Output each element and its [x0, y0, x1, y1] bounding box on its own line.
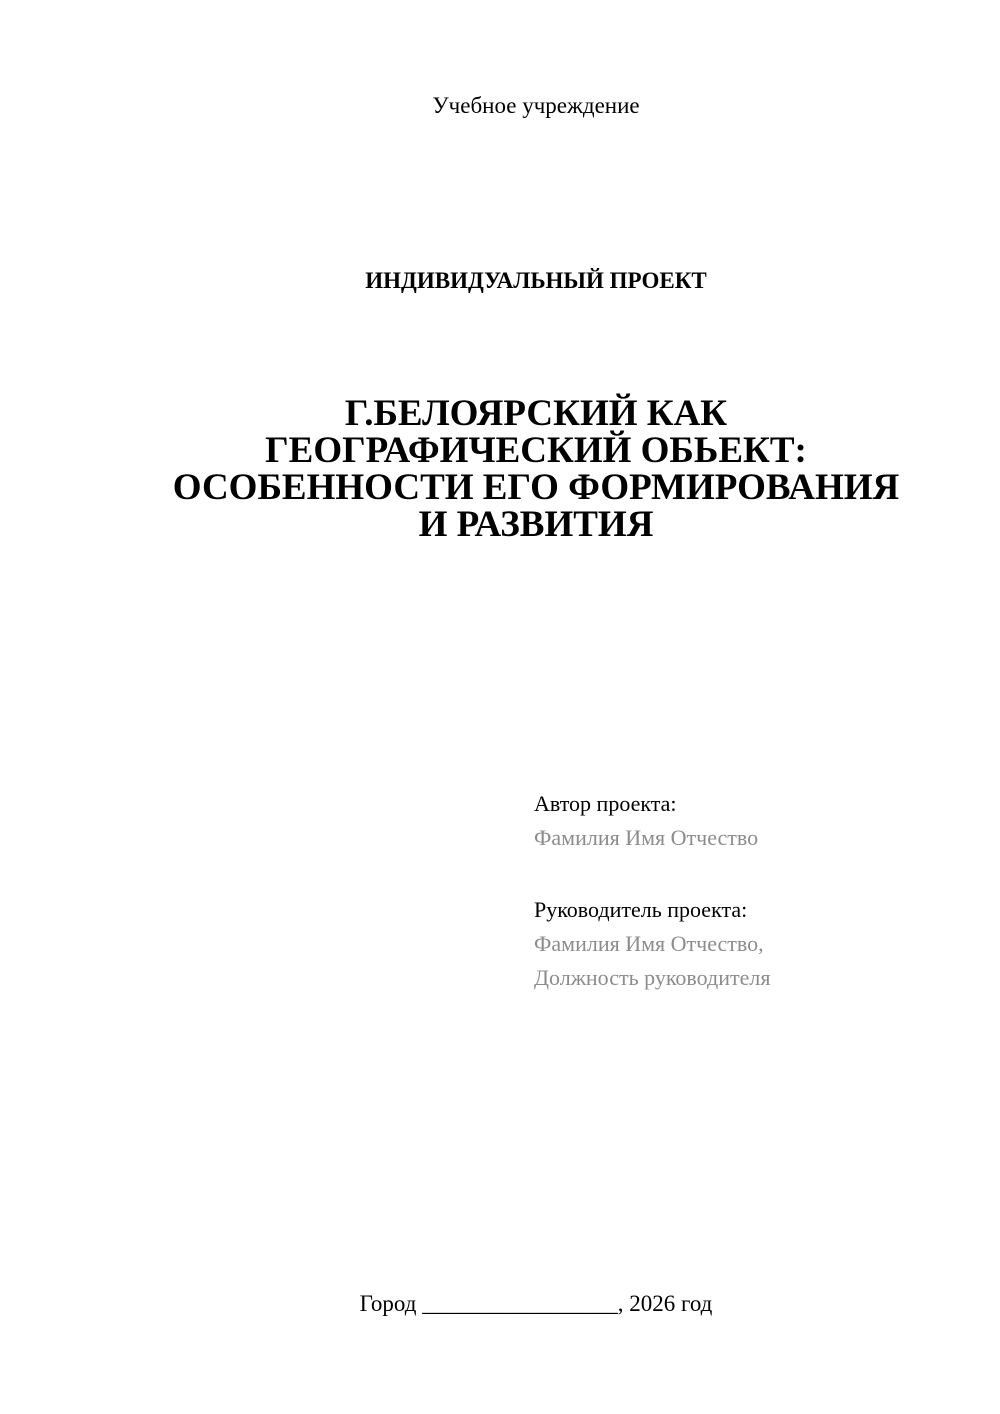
author-label: Автор проекта: — [534, 791, 677, 816]
title-line: И РАЗВИТИЯ — [418, 504, 654, 545]
project-title — [0, 395, 1000, 543]
supervisor-label: Руководитель проекта: — [534, 897, 748, 922]
title-line: ГЕОГРАФИЧЕСКИЙ ОБЬЕКТ: — [265, 430, 807, 471]
institution-name: Учебное учреждение — [432, 93, 640, 118]
supervisor-position-placeholder: Должность руководителя — [534, 965, 771, 990]
supervisor-block — [534, 893, 770, 995]
author-name-placeholder: Фамилия Имя Отчество — [534, 825, 759, 850]
supervisor-name-placeholder: Фамилия Имя Отчество, — [534, 931, 764, 956]
city-year-line: Город _________________, 2026 год — [359, 1291, 713, 1316]
author-block — [534, 787, 758, 855]
title-line: Г.БЕЛОЯРСКИЙ КАК — [344, 393, 728, 434]
document-type: ИНДИВИДУАЛЬНЫЙ ПРОЕКТ — [365, 268, 707, 293]
title-line: ОСОБЕННОСТИ ЕГО ФОРМИРОВАНИЯ — [172, 467, 900, 508]
